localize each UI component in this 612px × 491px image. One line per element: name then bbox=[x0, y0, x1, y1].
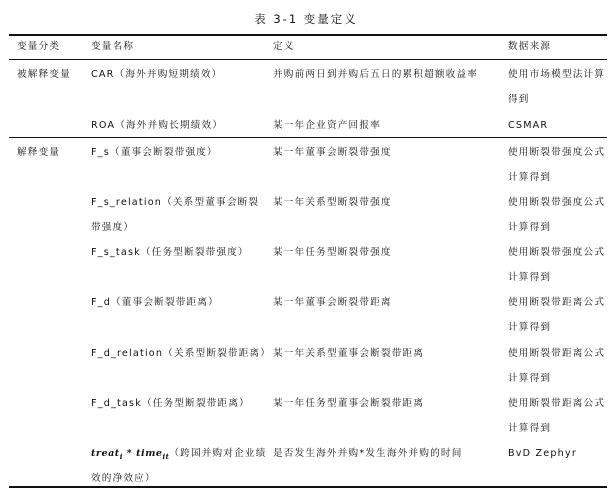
row-definition: 某一年关系型董事会断裂带距离 bbox=[273, 348, 425, 359]
row-name-interaction bbox=[91, 441, 267, 491]
header-definition: 定义 bbox=[273, 41, 295, 52]
row-source: 使用市场模型法计算得到 bbox=[508, 69, 606, 105]
row-source: 使用断裂带强度公式计算得到 bbox=[508, 147, 606, 183]
row-category: 被解释变量 bbox=[17, 69, 71, 80]
row-definition: 某一年董事会断裂带距离 bbox=[273, 297, 392, 308]
header-name: 变量名称 bbox=[91, 41, 135, 52]
row-definition: 某一年董事会断裂带强度 bbox=[273, 147, 392, 158]
math-times: * bbox=[122, 448, 137, 459]
math-treat: treat bbox=[91, 448, 120, 459]
row-name: ROA（海外并购长期绩效） bbox=[91, 120, 224, 131]
row-name: F_d_task（任务型断裂带距离） bbox=[91, 398, 250, 409]
interaction-description: （跨国并购对企业绩效的净效应） bbox=[91, 448, 267, 484]
header-category: 变量分类 bbox=[17, 41, 61, 52]
bottom-rule bbox=[9, 486, 607, 488]
row-definition: 是否发生海外并购*发生海外并购的时间 bbox=[273, 448, 463, 459]
math-sub-it: it bbox=[162, 451, 170, 461]
math-sub-i: i bbox=[119, 451, 123, 461]
table-title: 表 3-1 变量定义 bbox=[254, 12, 358, 26]
row-definition: 某一年企业资产回报率 bbox=[273, 120, 381, 131]
math-time: time bbox=[136, 448, 163, 459]
row-definition: 某一年关系型断裂带强度 bbox=[273, 197, 392, 208]
row-source: 使用断裂带强度公式计算得到 bbox=[508, 197, 606, 233]
row-source: 使用断裂带距离公式计算得到 bbox=[508, 297, 606, 333]
row-source: 使用断裂带距离公式计算得到 bbox=[508, 398, 606, 434]
header-source: 数据来源 bbox=[508, 41, 552, 52]
row-definition: 并购前两日到并购后五日的累积超额收益率 bbox=[273, 69, 479, 80]
row-name: F_s_relation（关系型董事会断裂带强度） bbox=[91, 197, 260, 233]
row-name: F_d_relation（关系型断裂带距离） bbox=[91, 348, 272, 359]
row-source: BvD Zephyr bbox=[508, 448, 577, 459]
row-category: 解释变量 bbox=[17, 147, 61, 158]
row-name: F_d（董事会断裂带距离） bbox=[91, 297, 219, 308]
header-rule bbox=[9, 59, 607, 60]
row-source: 使用断裂带距离公式计算得到 bbox=[508, 348, 606, 384]
group-rule bbox=[9, 137, 607, 138]
row-source: CSMAR bbox=[508, 120, 549, 131]
row-source: 使用断裂带强度公式计算得到 bbox=[508, 247, 606, 283]
row-definition: 某一年任务型断裂带强度 bbox=[273, 247, 392, 258]
row-definition: 某一年任务型董事会断裂带距离 bbox=[273, 398, 425, 409]
row-name: CAR（海外并购短期绩效） bbox=[91, 69, 223, 80]
row-name: F_s（董事会断裂带强度） bbox=[91, 147, 218, 158]
row-name: F_s_task（任务型断裂带强度） bbox=[91, 247, 249, 258]
